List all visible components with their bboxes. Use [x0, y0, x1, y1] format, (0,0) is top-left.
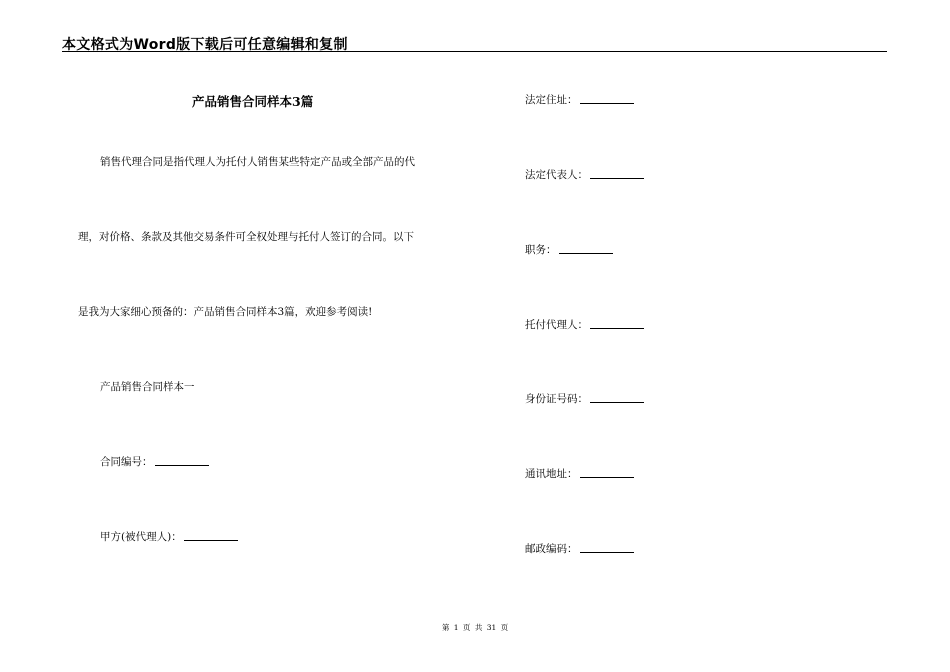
header-divider [62, 51, 887, 52]
party-a-blank [184, 540, 238, 541]
address-field [525, 93, 634, 107]
mailing-address-field [525, 467, 634, 481]
page-footer [0, 622, 950, 633]
document-header: 本文格式为Word版下载后可任意编辑和复制 [62, 37, 348, 53]
position-label: 职务： [525, 244, 557, 256]
party-a-label: 甲方(被代理人)： [100, 531, 182, 543]
footer-page-label: 第 [441, 623, 450, 632]
contract-number-field [100, 455, 209, 469]
footer-total-suffix: 页 [500, 623, 509, 632]
address-label: 法定住址： [525, 94, 578, 106]
id-number-blank [590, 402, 644, 403]
id-number-label: 身份证号码： [525, 393, 588, 405]
party-a-field [100, 530, 238, 544]
intro-line-2: 理，对价格、条款及其他交易条件可全权处理与托付人签订的合同。以下 [78, 231, 414, 243]
postcode-label: 邮政编码： [525, 543, 578, 555]
position-blank [559, 253, 613, 254]
id-number-field [525, 392, 644, 406]
document-title: 产品销售合同样本3篇 [192, 94, 314, 109]
section-heading: 产品销售合同样本一 [100, 381, 195, 393]
intro-line-1: 销售代理合同是指代理人为托付人销售某些特定产品或全部产品的代 [100, 156, 415, 168]
agent-label: 托付代理人： [525, 319, 588, 331]
mailing-address-label: 通讯地址： [525, 468, 578, 480]
intro-line-3: 是我为大家细心预备的：产品销售合同样本3篇，欢迎参考阅读! [78, 306, 373, 318]
agent-blank [590, 328, 644, 329]
footer-total-label: 共 [474, 623, 483, 632]
position-field [525, 243, 613, 257]
page-number: 1 [453, 623, 459, 632]
legal-rep-label: 法定代表人： [525, 169, 588, 181]
postcode-field [525, 542, 634, 556]
footer-page-suffix: 页 [462, 623, 471, 632]
agent-field [525, 318, 644, 332]
legal-rep-blank [590, 178, 644, 179]
postcode-blank [580, 552, 634, 553]
total-pages: 31 [486, 623, 497, 632]
legal-rep-field [525, 168, 644, 182]
contract-number-blank [155, 465, 209, 466]
contract-number-label: 合同编号： [100, 456, 153, 468]
mailing-address-blank [580, 477, 634, 478]
address-blank [580, 103, 634, 104]
